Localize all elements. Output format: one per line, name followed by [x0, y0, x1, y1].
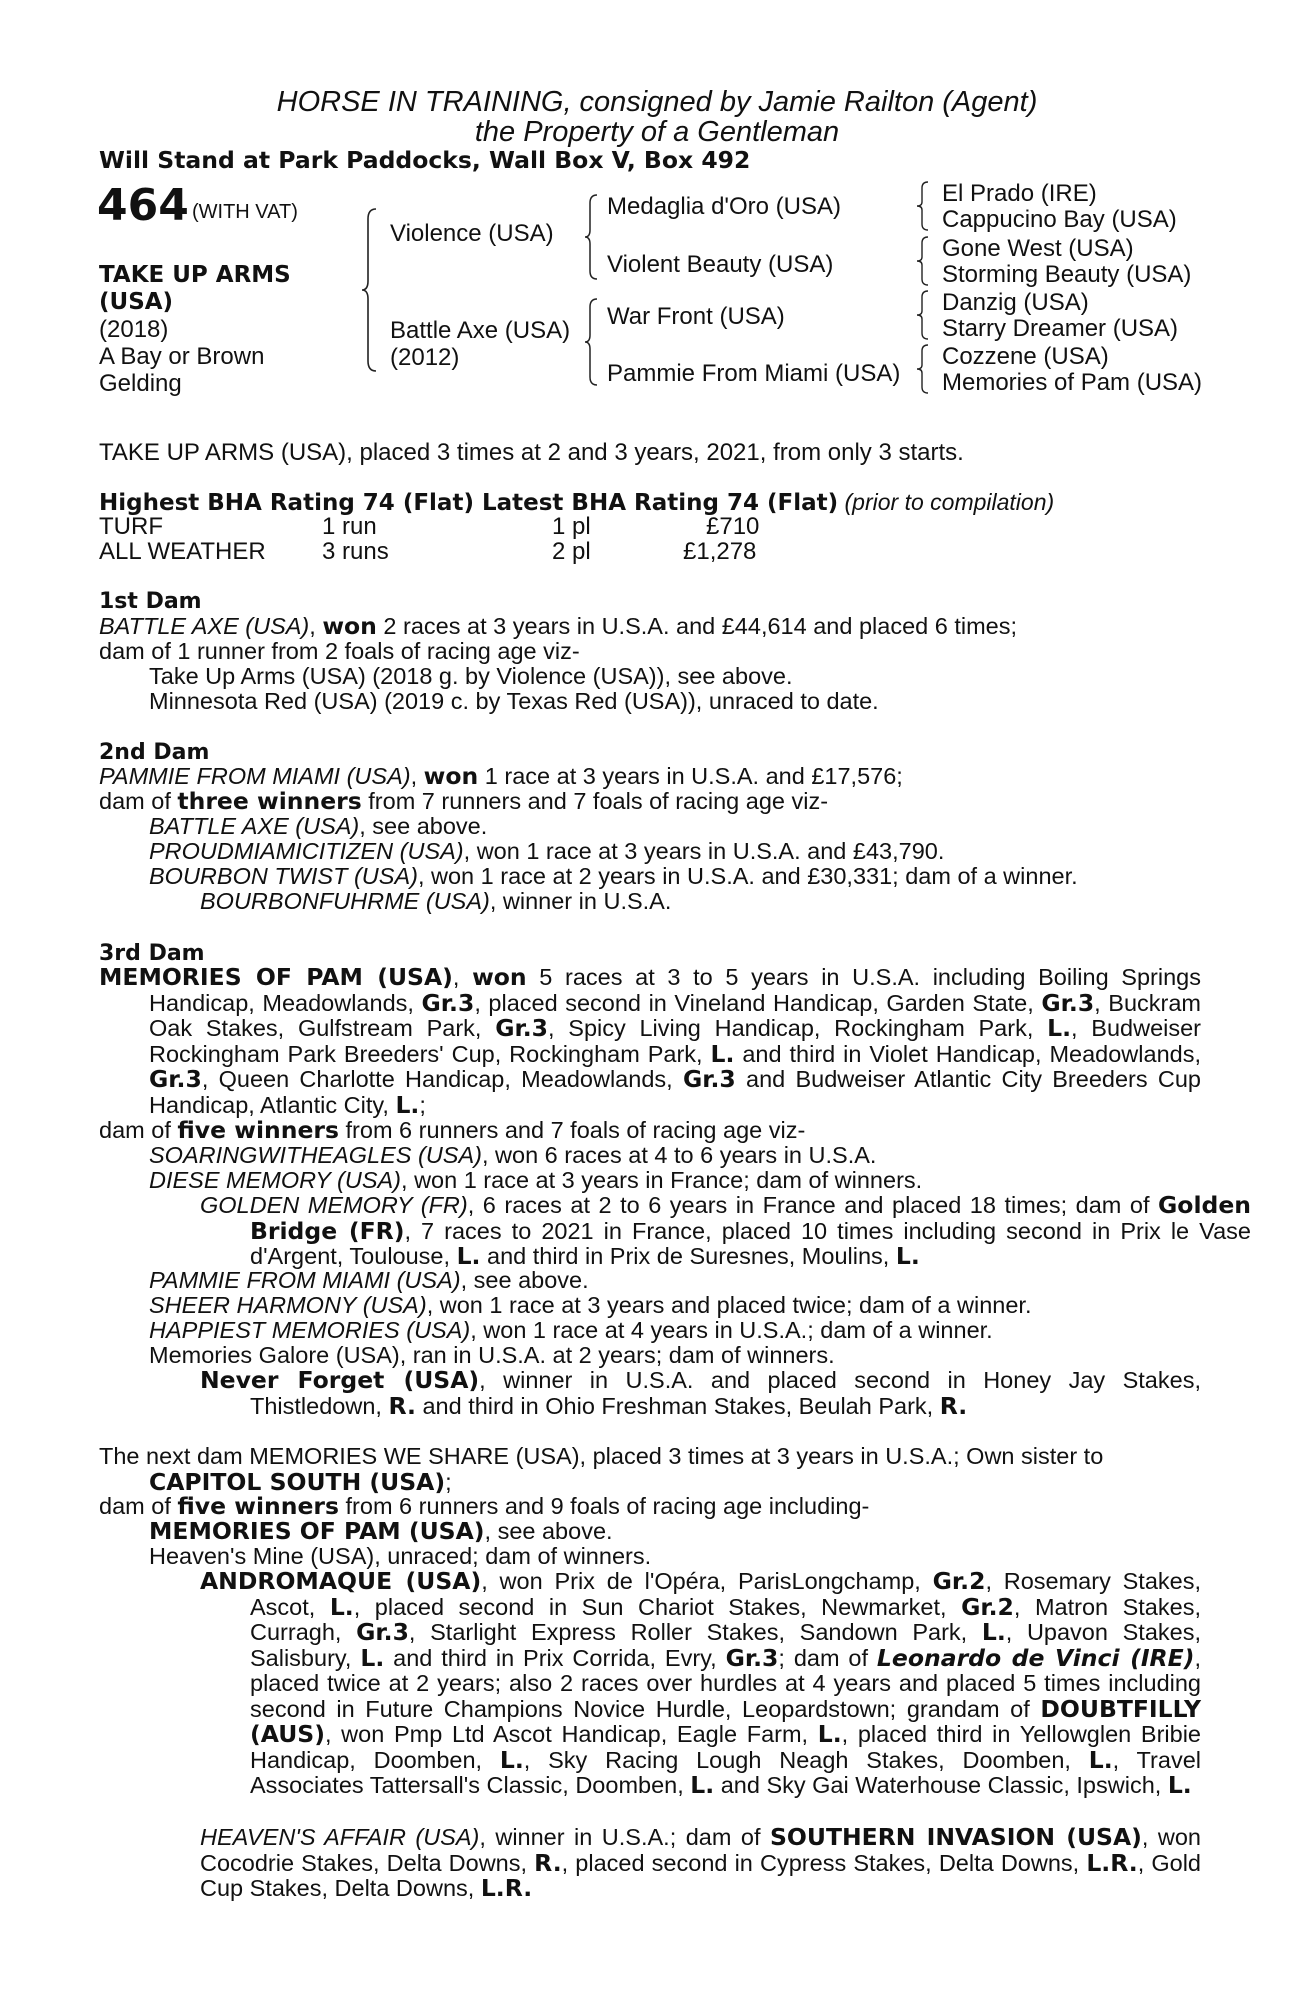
pedigree-brace-dam	[584, 296, 600, 388]
heavens-affair-paragraph: HEAVEN'S AFFAIR (USA), winner in U.S.A.; dam of SOUTHERN INVASION (USA), won Cocodrie Stakes, Delta Downs, R., placed second in Cypress Stakes, Delta Downs, L.R., Gold Cup Stakes, Delta Downs, L.R.	[200, 1823, 1202, 1902]
next-dam-paragraph: The next dam MEMORIES WE SHARE (USA), placed 3 times at 3 years in U.S.A.; Own sister to CAPITOL SOUTH (USA);	[99, 1443, 1104, 1496]
horse-name: TAKE UP ARMS	[99, 262, 291, 288]
horse-description: A Bay or Brown	[99, 343, 265, 370]
ddd: Memories of Pam (USA)	[942, 369, 1203, 396]
dam-year: (2012)	[390, 344, 460, 371]
consignment-subtitle: the Property of a Gentleman	[474, 116, 840, 148]
turf-surface: TURF	[99, 513, 163, 540]
turf-prize: £710	[706, 513, 760, 540]
horse-year: (2018)	[99, 316, 169, 343]
dam-sire: War Front (USA)	[607, 303, 785, 330]
golden-memory-paragraph: GOLDEN MEMORY (FR), 6 races at 2 to 6 years in France and placed 18 times; dam of Golden Bridge (FR), 7 races to 2021 in France, placed 10 times including second in Prix le Vase d'Argent, Toulouse, L. and third in Prix de Suresnes, Moulins, L.	[200, 1191, 1251, 1270]
third-dam-foal-3: PAMMIE FROM MIAMI (USA), see above.	[149, 1267, 589, 1293]
pedigree-brace-dd	[916, 343, 930, 395]
first-dam-foal-1: Take Up Arms (USA) (2018 g. by Violence (USA)), see above.	[149, 663, 793, 689]
second-dam-foal-2: PROUDMIAMICITIZEN (USA), won 1 race at 3 years in U.S.A. and £43,790.	[149, 838, 945, 864]
aw-prize: £1,278	[683, 538, 757, 565]
aw-surface: ALL WEATHER	[99, 538, 266, 565]
aw-runs: 3 runs	[322, 538, 389, 565]
second-dam-foal-1: BATTLE AXE (USA), see above.	[149, 813, 488, 839]
first-dam-heading: 1st Dam	[99, 589, 202, 614]
dss: Danzig (USA)	[942, 289, 1089, 316]
pedigree-brace-ss	[916, 180, 930, 232]
next-dam-produce-line: dam of five winners from 6 runners and 9 foals of racing age including-	[99, 1492, 870, 1520]
consignment-title: HORSE IN TRAINING, consigned by Jamie Railton (Agent)	[276, 86, 1038, 118]
second-dam-grandfoal: BOURBONFUHRME (USA), winner in U.S.A.	[200, 888, 672, 914]
second-dam-line: PAMMIE FROM MIAMI (USA), won 1 race at 3 years in U.S.A. and £17,576;	[99, 762, 903, 790]
never-forget-paragraph: Never Forget (USA), winner in U.S.A. and placed second in Honey Jay Stakes, Thistledown, R. and third in Ohio Freshman Stakes, Beulah Park, R.	[200, 1366, 1201, 1420]
second-dam-foal-3: BOURBON TWIST (USA), won 1 race at 2 years in U.S.A. and £30,331; dam of a winner.	[149, 863, 1078, 889]
vat-note: (WITH VAT)	[192, 201, 298, 223]
ratings-heading: Highest BHA Rating 74 (Flat) Latest BHA Rating 74 (Flat)	[99, 490, 839, 516]
horse-sex: Gelding	[99, 370, 182, 397]
ratings-line	[99, 489, 1054, 516]
third-dam-foal-2: DIESE MEMORY (USA), won 1 race at 3 years in France; dam of winners.	[149, 1167, 923, 1193]
ratings-note: (prior to compilation)	[844, 489, 1055, 515]
dam: Battle Axe (USA)	[390, 317, 571, 344]
pedigree-brace-sire	[584, 192, 600, 282]
third-dam-heading: 3rd Dam	[99, 941, 205, 966]
third-dam-foal-4: SHEER HARMONY (USA), won 1 race at 3 years and placed twice; dam of a winner.	[149, 1292, 1032, 1318]
sdd: Storming Beauty (USA)	[942, 261, 1192, 288]
sds: Gone West (USA)	[942, 235, 1134, 262]
sire-sire: Medaglia d'Oro (USA)	[607, 193, 841, 220]
next-dam-foal-2: Heaven's Mine (USA), unraced; dam of winners.	[149, 1543, 652, 1569]
third-dam-produce-line: dam of five winners from 6 runners and 7 foals of racing age viz-	[99, 1116, 806, 1144]
ssd: Cappucino Bay (USA)	[942, 206, 1177, 233]
first-dam-line: BATTLE AXE (USA), won 2 races at 3 years in U.S.A. and £44,614 and placed 6 times;	[99, 612, 1018, 640]
aw-placed: 2 pl	[552, 538, 591, 565]
horse-country: (USA)	[99, 289, 174, 315]
pedigree-brace-sd	[916, 235, 930, 287]
andromaque-paragraph: ANDROMAQUE (USA), won Prix de l'Opéra, ParisLongchamp, Gr.2, Rosemary Stakes, Ascot, L., placed second in Sun Chariot Stakes, Newmarket, Gr.2, Matron Stakes, Curragh, Gr.3, Starlight Express Roller Stakes, Sandown Park, L., Upavon Stakes, Salisbury, L. and third in Prix Corrida, Evry, Gr.3; dam of Leonardo de Vinci (IRE), placed twice at 2 years; also 2 races over hurdles at 4 years and placed 5 times including second in Future Champions Novice Hurdle, Leopardstown; grandam of DOUBTFILLY (AUS), won Pmp Ltd Ascot Handicap, Eagle Farm, L., placed third in Yellowglen Bribie Handicap, Doomben, L., Sky Racing Lough Neagh Stakes, Doomben, L., Travel Associates Tattersall's Classic, Doomben, L. and Sky Gai Waterhouse Classic, Ipswich, L.	[200, 1567, 1201, 1799]
pedigree-brace-ds	[916, 289, 930, 341]
stand-location: Will Stand at Park Paddocks, Wall Box V, Box 492	[99, 146, 751, 174]
dsd: Starry Dreamer (USA)	[942, 315, 1179, 342]
sire: Violence (USA)	[390, 220, 554, 247]
first-dam-produce-line: dam of 1 runner from 2 foals of racing age viz-	[99, 638, 580, 664]
pedigree-brace-main	[360, 205, 380, 375]
next-dam-foal-1: MEMORIES OF PAM (USA), see above.	[149, 1517, 613, 1545]
first-dam-foal-2: Minnesota Red (USA) (2019 c. by Texas Red (USA)), unraced to date.	[149, 688, 879, 714]
sss: El Prado (IRE)	[942, 180, 1097, 207]
second-dam-produce-line: dam of three winners from 7 runners and 7 foals of racing age viz-	[99, 787, 829, 815]
third-dam-paragraph: MEMORIES OF PAM (USA), won 5 races at 3 to 5 years in U.S.A. including Boiling Springs Handicap, Meadowlands, Gr.3, placed second in Vineland Handicap, Garden State, Gr.3, Buckram Oak Stakes, Gulfstream Park, Gr.3, Spicy Living Handicap, Rockingham Park, L., Budweiser Rockingham Park Breeders' Cup, Rockingham Park, L. and third in Violet Handicap, Meadowlands, Gr.3, Queen Charlotte Handicap, Meadowlands, Gr.3 and Budweiser Atlantic City Breeders Cup Handicap, Atlantic City, L.;	[99, 963, 1202, 1119]
dds: Cozzene (USA)	[942, 343, 1109, 370]
turf-placed: 1 pl	[552, 513, 591, 540]
sire-dam: Violent Beauty (USA)	[607, 251, 834, 278]
second-dam-heading: 2nd Dam	[99, 740, 210, 765]
lot-number: 464	[97, 180, 189, 231]
dam-dam: Pammie From Miami (USA)	[607, 360, 901, 387]
third-dam-foal-5: HAPPIEST MEMORIES (USA), won 1 race at 4 years in U.S.A.; dam of a winner.	[149, 1317, 993, 1343]
third-dam-foal-1: SOARINGWITHEAGLES (USA), won 6 races at 4 to 6 years in U.S.A.	[149, 1142, 877, 1168]
turf-runs: 1 run	[322, 513, 377, 540]
race-summary: TAKE UP ARMS (USA), placed 3 times at 2 and 3 years, 2021, from only 3 starts.	[99, 439, 964, 466]
third-dam-foal-6: Memories Galore (USA), ran in U.S.A. at 2 years; dam of winners.	[149, 1342, 835, 1368]
